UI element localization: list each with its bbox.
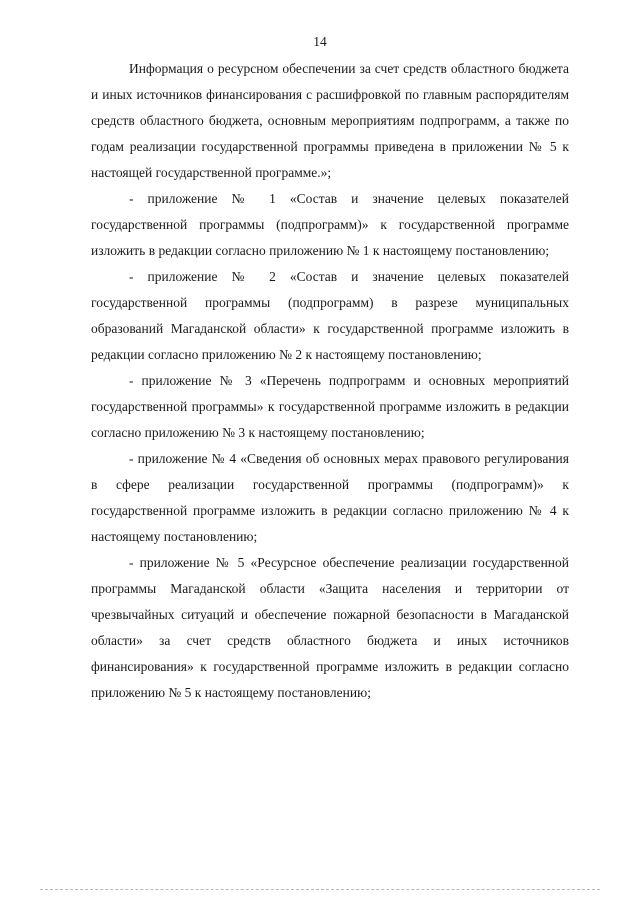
paragraph-appendix-1: - приложение № 1 «Состав и значение целевых показателей государственной программы (подпрограмм)» к государственной программе изложить в редакции согласно приложению № 1 к настоящему постановлению; [91,191,569,258]
paragraph-appendix-2: - приложение № 2 «Состав и значение целевых показателей государственной программы (подпрограмм) в разрезе муниципальных образований Магаданской области» к государственной программе изложить в редакции согласно приложению № 2 к настоящему постановлению; [91,269,569,362]
scan-edge-divider [40,889,600,890]
paragraph-appendix-3: - приложение № 3 «Перечень подпрограмм и основных мероприятий государственной программы» к государственной программе изложить в редакции согласно приложению № 3 к настоящему постановлению; [91,373,569,440]
page-number: 14 [313,34,327,49]
document-body [91,56,569,706]
paragraph-appendix-4: - приложение № 4 «Сведения об основных мерах правового регулирования в сфере реализации государственной программы (подпрограмм)» к государственной программе изложить в редакции согласно приложению № 4 к настоящему постановлению; [91,451,569,544]
paragraph-resource-info: Информация о ресурсном обеспечении за счет средств областного бюджета и иных источников финансирования с расшифровкой по главным распорядителям средств областного бюджета, основным мероприятиям подпрограмм, а также по годам реализации государственной программы приведена в приложении № 5 к настоящей государственной программе.»; [91,61,569,180]
paragraph-appendix-5: - приложение № 5 «Ресурсное обеспечение реализации государственной программы Магаданской области «Защита населения и территории от чрезвычайных ситуаций и обеспечение пожарной безопасности в Магаданской области» за счет средств областного бюджета и иных источников финансирования» к государственной программе изложить в редакции согласно приложению № 5 к настоящему постановлению; [91,555,569,700]
